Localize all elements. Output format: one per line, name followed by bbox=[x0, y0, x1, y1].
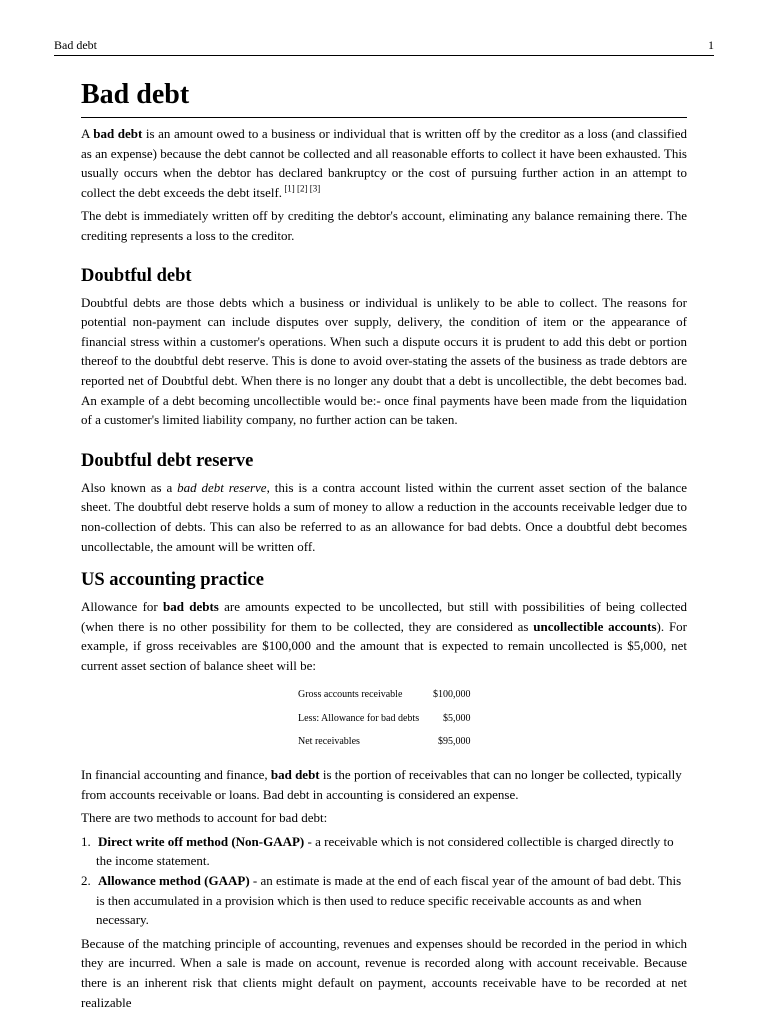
intro-paragraph-1: A bad debt is an amount owed to a business or individual that is written off by the creditor as a loss (and classified as an expense) because the debt cannot be collected and all reasonable efforts to collect it have been exhausted. This usually occurs when the debtor has declared bankruptcy or the cost of pursuing further action in an attempt to collect the debt exceeds the debt itself. [1] [2] [3] bbox=[81, 126, 688, 200]
intro-paragraph-2: The debt is immediately written off by crediting the debtor's account, eliminating any balance remaining there. The crediting represents a loss to the creditor. bbox=[81, 208, 687, 243]
us-practice-paragraph-3: There are two methods to account for bad debt: bbox=[81, 810, 328, 826]
running-header-title: Bad debt bbox=[54, 38, 97, 52]
term-bad-debt: bad debt bbox=[93, 126, 143, 141]
page-number: 1 bbox=[708, 38, 714, 52]
table-cell-label: Less: Allowance for bad debts bbox=[298, 712, 420, 724]
table-row bbox=[298, 713, 471, 737]
reference-links[interactable]: [1] [2] [3] bbox=[282, 183, 321, 194]
section-heading-doubtful-reserve: Doubtful debt reserve bbox=[81, 450, 254, 471]
page-title: Bad debt bbox=[81, 78, 687, 118]
term-bad-debt-2: bad debt bbox=[270, 766, 320, 782]
method-title: Direct write off method (Non-GAAP) bbox=[98, 833, 305, 849]
us-practice-paragraph-1: Allowance for bad debts are amounts expected to be uncollected, but still with possibilities of being collected (when there is no other possibility for them to be collected, they are considered as uncollectible accounts). For example, if gross receivables are $100,000 and the amount that is expected to remain uncollected is $5,000, net current asset section of balance sheet will be: bbox=[81, 599, 688, 673]
methods-list bbox=[81, 832, 687, 930]
table-cell-amount: $95,000 bbox=[438, 736, 471, 748]
term-uncollectible-accounts: uncollectible accounts bbox=[533, 618, 657, 634]
list-item: 2. Allowance method (GAAP) - an estimate is made at the end of each fiscal year of the amount of bad debt. This is then accumulated in a provision which is then used to reduce specific receivable accounts as and when necessary. bbox=[81, 872, 682, 928]
us-practice-paragraph-4: Because of the matching principle of accounting, revenues and expenses should be recorded in the period in which they are incurred. When a sale is made on account, revenue is recorded along with account receivable. Because there is an inherent risk that clients might default on payment, accounts receivable have to be recorded at net realizable bbox=[81, 935, 687, 1010]
section-heading-us-practice: US accounting practice bbox=[81, 570, 264, 591]
list-item: 1. Direct write off method (Non-GAAP) - a receivable which is not considered collectible is charged directly to the income statement. bbox=[81, 833, 674, 869]
list-number: 1. bbox=[81, 833, 91, 849]
term-bad-debt-reserve: bad debt reserve bbox=[177, 479, 267, 495]
list-number: 2. bbox=[81, 872, 91, 888]
table-cell-amount: $5,000 bbox=[443, 712, 471, 724]
method-title: Allowance method (GAAP) bbox=[98, 872, 250, 888]
running-header bbox=[54, 38, 714, 56]
table-row bbox=[298, 689, 471, 713]
balance-sheet-table bbox=[298, 689, 471, 760]
section-heading-doubtful-debt: Doubtful debt bbox=[81, 265, 192, 286]
table-row bbox=[298, 736, 471, 760]
term-bad-debts: bad debts bbox=[163, 599, 219, 615]
table-cell-label: Gross accounts receivable bbox=[298, 689, 403, 701]
us-practice-paragraph-2: In financial accounting and finance, bad debt is the portion of receivables that can no longer be collected, typically from accounts receivable or loans. Bad debt in accounting is considered an expense. bbox=[81, 766, 682, 802]
doubtful-debt-paragraph: Doubtful debts are those debts which a business or individual is unlikely to be able to collect. The reasons for potential non-payment can include disputes over supply, delivery, the condition of item or the appearance of financial stress within a customer's operations. When such a dispute occurs it is prudent to add this debt or portion thereof to the doubtful debt reserve. This is done to avoid over-stating the assets of the business as trade debtors are reported net of Doubtful debt. When there is no longer any doubt that a debt is uncollectible, the debt becomes bad. An example of a debt becoming uncollectible would be:- once final payments have been made from the liquidation of a customer's limited liability company, no further action can be taken. bbox=[81, 294, 687, 428]
table-cell-label: Net receivables bbox=[298, 736, 360, 748]
doubtful-reserve-paragraph: Also known as a bad debt reserve, this is a contra account listed within the current asset section of the balance sheet. The doubtful debt reserve holds a sum of money to allow a reduction in the accounts receivable ledger due to non-collection of debts. This can also be referred to as an allowance for bad debts. Once a doubtful debt becomes uncollectable, the amount will be written off. bbox=[81, 479, 688, 554]
table-cell-amount: $100,000 bbox=[433, 689, 471, 701]
article-body bbox=[81, 78, 687, 1016]
